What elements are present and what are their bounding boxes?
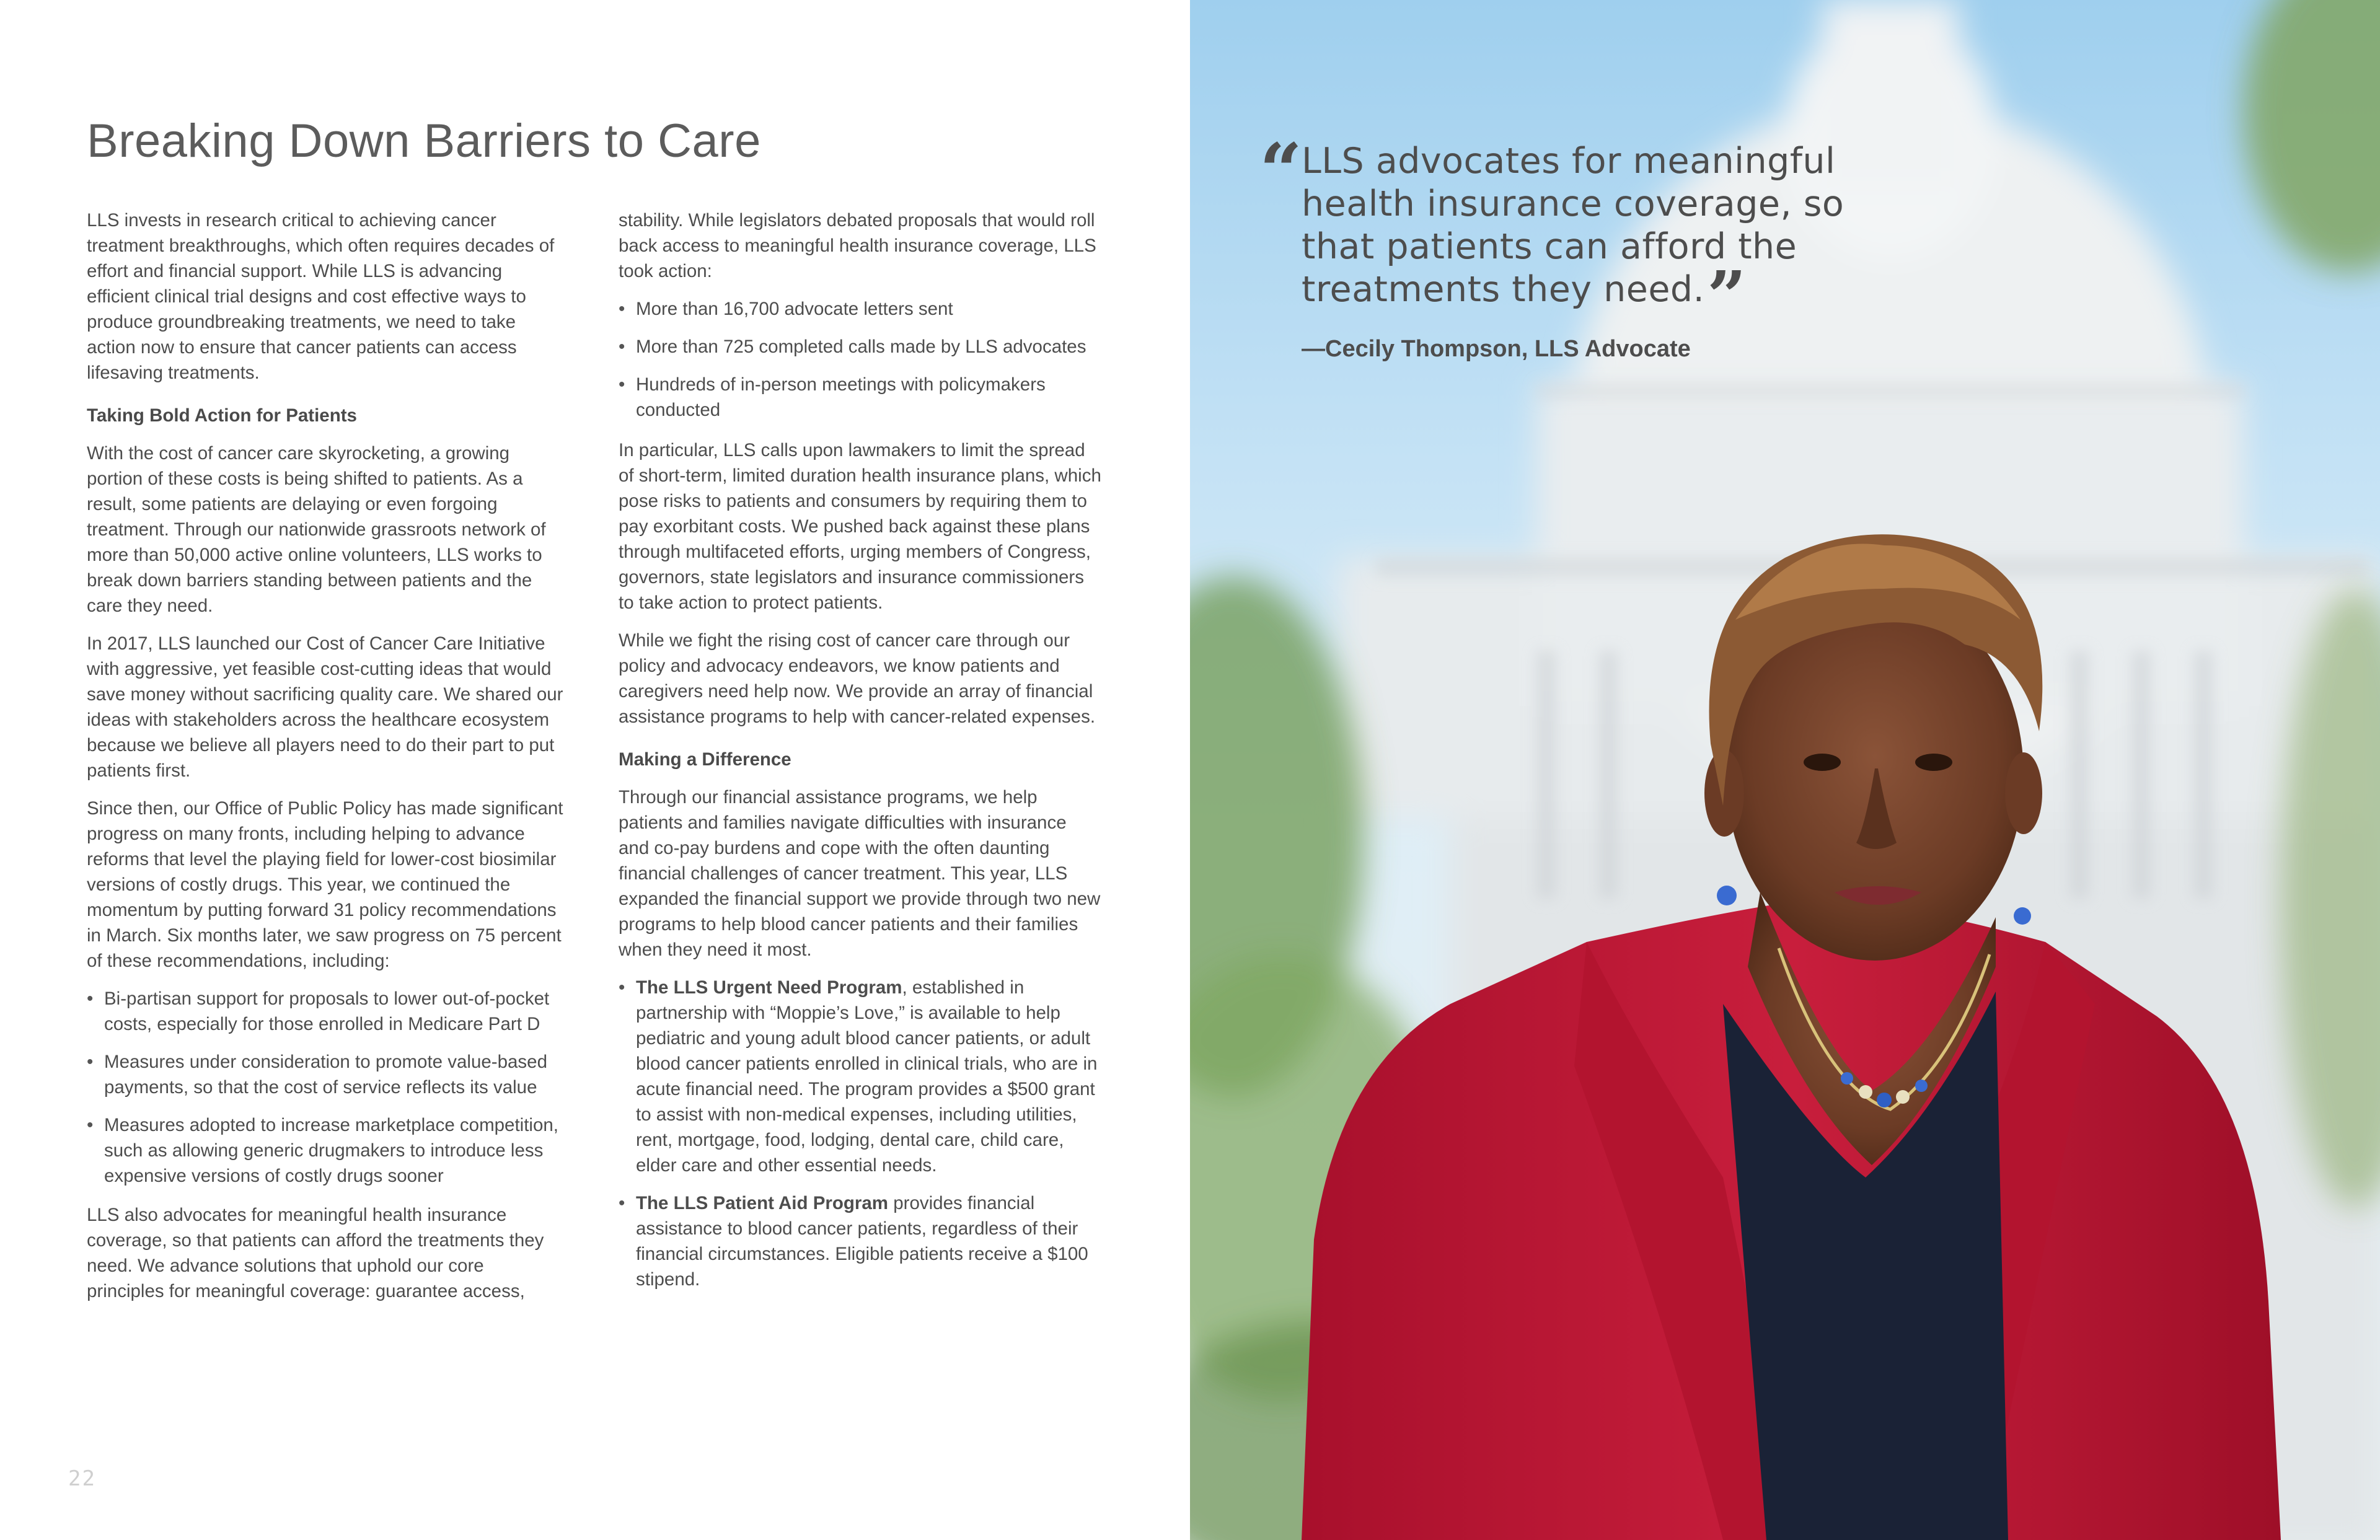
- list-item: • Measures adopted to increase marketplace competition, such as allowing generic drugmakers to introduce less expensive versions of costly drugs sooner: [104, 1112, 564, 1189]
- paragraph: With the cost of cancer care skyrocketing, a growing portion of these costs is being shifted to patients. As a result, some patients are delaying or even forgoing treatment. Through our nationwide grassroots network of more than 50,000 active online volunteers, LLS works to break down barriers standing between patients and the care they need.: [87, 443, 546, 616]
- program-description: provides financial assistance to blood cancer patients, regardless of their financial circumstances. Eligible patients receive a $100 stipend.: [636, 1193, 1088, 1290]
- paragraph: Since then, our Office of Public Policy has made significant progress on many fronts, including helping to advance reforms that level the playing field for lower-cost biosimilar versions of costly drugs. This year, we continued the momentum by putting forward 31 policy recommendations in March. Six months later, we saw progress on 75 percent of these recommendations, including:: [87, 798, 563, 971]
- right-page-photo: [1190, 0, 2380, 1540]
- program-name: The LLS Urgent Need Program: [636, 977, 902, 998]
- quote-text: [1302, 140, 1879, 336]
- paragraph: While we fight the rising cost of cancer care through our policy and advocacy endeavors, we know patients and caregivers need help now. We provide an array of financial assistance programs to help with cancer-related expenses.: [619, 630, 1096, 727]
- programs-list: [619, 975, 1102, 1292]
- quote-attribution: —Cecily Thompson, LLS Advocate: [1302, 336, 1691, 362]
- paragraph: Through our financial assistance programs, we help patients and families navigate difficulties with insurance and co-pay burdens and cope with the often daunting financial challenges of cancer treatment. This year, LLS expanded the financial support we provide through two new programs to help blood cancer patients and their families when they need it most.: [619, 787, 1101, 960]
- text-column-right: [619, 208, 1102, 1307]
- list-item: [636, 975, 1102, 1178]
- paragraph: In particular, LLS calls upon lawmakers to limit the spread of short-term, limited duration health insurance plans, which pose risks to patients and consumers by requiring them to pay exorbitant costs. We pushed back against these plans through multifaceted efforts, urging members of Congress, governors, state legislators and insurance commissioners to take action to protect patients.: [619, 440, 1101, 613]
- section-heading-making-difference: Making a Difference: [619, 749, 791, 770]
- open-quote-icon: “: [1259, 127, 1303, 214]
- program-description: , established in partnership with “Moppie’s Love,” is available to help pediatric and young adult blood cancer patients, or adult blood cancer patients enrolled in clinical trials, who are in acute financial need. The program provides a $500 grant to assist with non-medical expenses, including utilities, rent, mortgage, food, lodging, dental care, child care, elder care and other essential needs.: [636, 977, 1098, 1176]
- list-item: • More than 725 completed calls made by LLS advocates: [636, 334, 1102, 359]
- list-item: • More than 16,700 advocate letters sent: [636, 296, 1102, 322]
- paragraph: LLS also advocates for meaningful health insurance coverage, so that patients can afford the treatments they need. We advance solutions that uphold our core principles for meaningful coverage: guarantee access,: [87, 1205, 544, 1301]
- text-column-left: [87, 208, 564, 1316]
- advocacy-stats-list: [619, 296, 1102, 423]
- page-number: 22: [68, 1466, 96, 1491]
- list-item: [636, 1190, 1102, 1292]
- program-name: The LLS Patient Aid Program: [636, 1193, 889, 1213]
- recommendations-list: [87, 986, 564, 1189]
- list-item: • Hundreds of in-person meetings with policymakers conducted: [636, 372, 1102, 423]
- list-item: • Bi-partisan support for proposals to lower out-of-pocket costs, especially for those enrolled in Medicare Part D: [104, 986, 564, 1037]
- quote-body: LLS advocates for meaningful health insurance coverage, so that patients can afford the treatments they need.: [1302, 141, 1844, 310]
- close-quote-icon: ”: [1707, 256, 1747, 336]
- list-item: • Measures under consideration to promote value-based payments, so that the cost of service reflects its value: [104, 1049, 564, 1100]
- intro-paragraph: LLS invests in research critical to achieving cancer treatment breakthroughs, which often requires decades of effort and financial support. While LLS is advancing efficient clinical trial designs and cost effective ways to produce groundbreaking treatments, we need to take action now to ensure that cancer patients can access lifesaving treatments.: [87, 210, 555, 383]
- pull-quote: [1259, 127, 1879, 363]
- section-heading-bold-action: Taking Bold Action for Patients: [87, 405, 357, 426]
- page-title: Breaking Down Barriers to Care: [87, 115, 761, 167]
- paragraph: In 2017, LLS launched our Cost of Cancer Care Initiative with aggressive, yet feasible cost-cutting ideas that would save money without sacrificing quality care. We shared our ideas with stakeholders across the healthcare ecosystem because we believe all players need to do their part to put patients first.: [87, 633, 563, 781]
- paragraph: stability. While legislators debated proposals that would roll back access to meaningful health insurance coverage, LLS took action:: [619, 210, 1096, 281]
